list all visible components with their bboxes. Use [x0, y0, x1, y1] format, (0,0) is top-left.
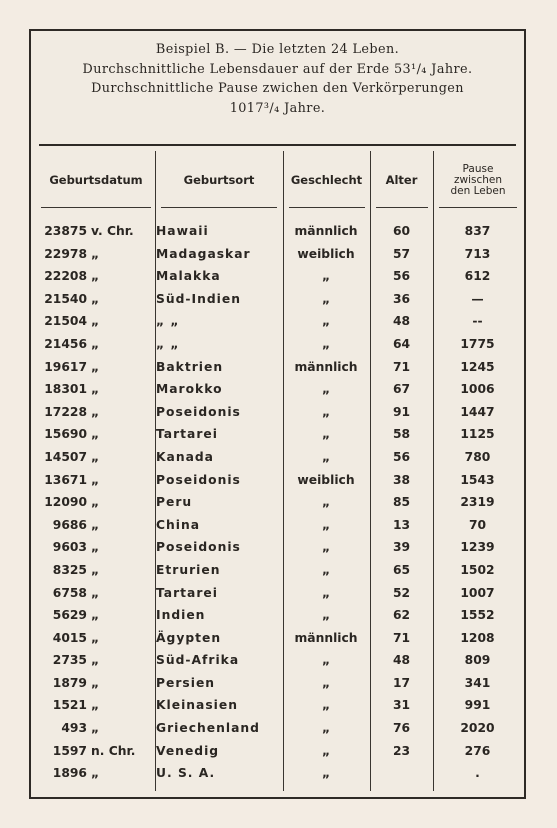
birth-year: 23875: [44, 224, 87, 238]
pause-cell: .: [475, 766, 480, 781]
table-row: [31, 762, 524, 785]
age-cell: 85: [392, 495, 411, 510]
sex-cell: „: [321, 698, 331, 713]
birth-date-cell: [39, 604, 163, 627]
birth-date-cell: [39, 423, 163, 446]
birth-date-cell: [39, 265, 163, 288]
era-marker: „: [91, 472, 100, 487]
table-row: [31, 582, 524, 605]
table-row: [31, 627, 524, 650]
age-cell: 56: [392, 269, 411, 284]
birth-date-cell: [39, 378, 163, 401]
era-marker: „: [91, 314, 100, 329]
age-cell: 67: [392, 382, 411, 397]
table-row: [31, 604, 524, 627]
table-row: [31, 672, 524, 695]
table-row: [31, 559, 524, 582]
sex-cell: männlich: [294, 224, 358, 238]
birth-year: 15690: [44, 427, 87, 442]
pause-cell: 1208: [460, 630, 495, 645]
birth-place-cell: Poseidonis: [156, 404, 241, 419]
age-cell: 91: [392, 404, 411, 419]
birth-year: 1597: [52, 743, 87, 758]
top-rule: [39, 144, 516, 146]
birth-year: 5629: [52, 608, 87, 623]
table-row: [31, 288, 524, 311]
header-rule: [161, 207, 277, 208]
birth-year: 19617: [44, 359, 87, 374]
birth-place-cell: Tartarei: [156, 427, 218, 442]
age-cell: 48: [392, 314, 411, 329]
birth-date-cell: [39, 740, 163, 763]
birth-date-cell: [39, 220, 163, 243]
birth-year: 9603: [52, 540, 87, 555]
table-row: [31, 243, 524, 266]
birth-date-cell: [39, 649, 163, 672]
table-row: [31, 423, 524, 446]
birth-place-cell: Griechenland: [156, 721, 260, 736]
caption-line-2: Durchschnittliche Lebensdauer auf der Erde 53¹/₄ Jahre.: [82, 61, 473, 77]
table-row: [31, 649, 524, 672]
sex-cell: „: [321, 269, 331, 284]
era-marker: „: [91, 449, 100, 464]
pause-cell: 780: [464, 449, 491, 464]
era-marker: „: [91, 675, 100, 690]
header-rule: [289, 207, 365, 208]
sex-cell: „: [321, 336, 331, 351]
birth-place-cell: Tartarei: [156, 585, 218, 600]
header-date: Geburtsdatum: [49, 172, 143, 187]
sex-cell: „: [321, 495, 331, 510]
era-marker: „: [91, 404, 100, 419]
era-marker: „: [91, 540, 100, 555]
age-cell: 23: [392, 743, 411, 758]
birth-date-cell: [39, 491, 163, 514]
header-rule: [376, 207, 428, 208]
sex-cell: „: [321, 404, 331, 419]
birth-date-cell: [39, 559, 163, 582]
age-cell: 58: [392, 427, 411, 442]
age-cell: 38: [392, 472, 411, 487]
birth-place-cell: Ägypten: [156, 630, 222, 645]
birth-place-cell: Peru: [156, 495, 193, 510]
age-cell: 71: [392, 630, 411, 645]
birth-date-cell: [39, 243, 163, 266]
birth-place-cell: China: [156, 517, 201, 532]
birth-date-cell: [39, 288, 163, 311]
birth-year: 18301: [44, 382, 87, 397]
pause-cell: 1245: [460, 359, 495, 374]
age-cell: 62: [392, 608, 411, 623]
pause-cell: 1007: [460, 585, 495, 600]
age-cell: 36: [392, 291, 411, 306]
birth-date-cell: [39, 310, 163, 333]
birth-date-cell: [39, 694, 163, 717]
birth-place-cell: Kleinasien: [156, 698, 238, 713]
era-marker: „: [91, 721, 100, 736]
table-row: [31, 356, 524, 379]
age-cell: 39: [392, 540, 411, 555]
age-cell: 57: [392, 246, 411, 261]
birth-date-cell: [39, 672, 163, 695]
birth-place-cell: Indien: [156, 608, 206, 623]
birth-place-cell: Persien: [156, 675, 216, 690]
pause-cell: 1543: [460, 472, 495, 487]
birth-date-cell: [39, 717, 163, 740]
birth-year: 17228: [44, 404, 87, 419]
birth-place-cell: Etrurien: [156, 562, 221, 577]
era-marker: „: [91, 698, 100, 713]
era-marker: „: [91, 336, 100, 351]
sex-cell: weiblich: [297, 472, 355, 487]
birth-place-cell: Kanada: [156, 449, 214, 464]
era-marker: „: [91, 246, 100, 261]
header-sex: Geschlecht: [290, 172, 363, 187]
era-marker: „: [91, 653, 100, 668]
table-row: [31, 717, 524, 740]
era-marker: „: [91, 517, 100, 532]
sex-cell: „: [321, 540, 331, 555]
birth-place-cell: Süd-Indien: [156, 291, 241, 306]
sex-cell: „: [321, 675, 331, 690]
birth-year: 493: [61, 721, 87, 736]
sex-cell: männlich: [294, 359, 358, 374]
sex-cell: „: [321, 721, 331, 736]
sex-cell: weiblich: [297, 246, 355, 261]
table-row: [31, 401, 524, 424]
sex-cell: „: [321, 562, 331, 577]
pause-cell: 341: [464, 675, 491, 690]
header-pause: [435, 155, 521, 205]
age-cell: 13: [392, 517, 411, 532]
era-marker: v. Chr.: [91, 224, 134, 238]
age-cell: 17: [392, 675, 411, 690]
birth-date-cell: [39, 333, 163, 356]
era-marker: „: [91, 562, 100, 577]
sex-cell: „: [321, 585, 331, 600]
header-pause-line-3: den Leben: [450, 184, 506, 197]
birth-year: 8325: [52, 562, 87, 577]
birth-year: 21504: [44, 314, 87, 329]
pause-cell: 1006: [460, 382, 495, 397]
table-row: [31, 469, 524, 492]
table-row: [31, 514, 524, 537]
pause-cell: 1447: [460, 404, 495, 419]
birth-place-cell: Süd-Afrika: [156, 653, 240, 668]
caption-line-3: Durchschnittliche Pause zwichen den Verkörperungen: [91, 81, 464, 96]
birth-year: 1896: [52, 766, 87, 781]
birth-date-cell: [39, 762, 163, 785]
era-marker: „: [91, 382, 100, 397]
birth-year: 13671: [44, 472, 87, 487]
birth-place-cell: „ „: [156, 336, 180, 351]
era-marker: n. Chr.: [91, 743, 136, 758]
caption-line-4: 1017³/₄ Jahre.: [229, 100, 326, 116]
pause-cell: 612: [464, 269, 491, 284]
birth-year: 14507: [44, 449, 87, 464]
header-rule: [41, 207, 151, 208]
pause-cell: 809: [464, 653, 491, 668]
sex-cell: „: [321, 608, 331, 623]
sex-cell: „: [321, 449, 331, 464]
pause-cell: 991: [464, 698, 491, 713]
pause-cell: 70: [468, 517, 487, 532]
birth-place-cell: Poseidonis: [156, 540, 241, 555]
birth-year: 22208: [44, 269, 87, 284]
sex-cell: „: [321, 653, 331, 668]
table-row: [31, 378, 524, 401]
birth-year: 2735: [52, 653, 87, 668]
table-row: [31, 220, 524, 243]
pause-cell: —: [471, 291, 484, 306]
birth-date-cell: [39, 627, 163, 650]
sex-cell: „: [321, 517, 331, 532]
era-marker: „: [91, 630, 100, 645]
birth-place-cell: Hawaii: [156, 224, 209, 238]
birth-date-cell: [39, 582, 163, 605]
birth-year: 21456: [44, 336, 87, 351]
birth-place-cell: „ „: [156, 314, 180, 329]
era-marker: „: [91, 269, 100, 284]
sex-cell: „: [321, 743, 331, 758]
age-cell: 76: [392, 721, 411, 736]
birth-place-cell: Poseidonis: [156, 472, 241, 487]
pause-cell: 276: [464, 743, 491, 758]
birth-date-cell: [39, 446, 163, 469]
pause-cell: 1552: [460, 608, 495, 623]
table-row: [31, 446, 524, 469]
era-marker: „: [91, 766, 100, 781]
header-age: Alter: [385, 172, 418, 187]
age-cell: 31: [392, 698, 411, 713]
table-row: [31, 491, 524, 514]
birth-place-cell: Madagaskar: [156, 246, 251, 261]
table-row: [31, 536, 524, 559]
birth-year: 9686: [52, 517, 87, 532]
table-frame: [29, 29, 526, 799]
sex-cell: „: [321, 314, 331, 329]
age-cell: 52: [392, 585, 411, 600]
caption-line-1: Beispiel B. — Die letzten 24 Leben.: [155, 42, 400, 57]
birth-place-cell: Marokko: [156, 382, 223, 397]
header-place: Geburtsort: [183, 172, 255, 187]
sex-cell: „: [321, 382, 331, 397]
age-cell: 48: [392, 653, 411, 668]
era-marker: „: [91, 608, 100, 623]
birth-date-cell: [39, 356, 163, 379]
header-pause-line-2: zwischen: [453, 173, 503, 186]
pause-cell: 1502: [460, 562, 495, 577]
table-row: [31, 694, 524, 717]
birth-date-cell: [39, 469, 163, 492]
header-rule: [439, 207, 517, 208]
pause-cell: 2319: [460, 495, 495, 510]
age-cell: 71: [392, 359, 411, 374]
era-marker: „: [91, 291, 100, 306]
sex-cell: „: [321, 766, 331, 781]
birth-place-cell: Venedig: [156, 743, 220, 758]
birth-date-cell: [39, 514, 163, 537]
pause-cell: --: [472, 314, 483, 329]
caption: [31, 40, 524, 118]
birth-year: 6758: [52, 585, 87, 600]
era-marker: „: [91, 585, 100, 600]
birth-year: 1521: [52, 698, 87, 713]
birth-year: 4015: [52, 630, 87, 645]
birth-place-cell: Malakka: [156, 269, 221, 284]
table-row: [31, 333, 524, 356]
pause-cell: 1239: [460, 540, 495, 555]
birth-year: 12090: [44, 495, 87, 510]
pause-cell: 837: [464, 224, 491, 238]
birth-date-cell: [39, 401, 163, 424]
birth-date-cell: [39, 536, 163, 559]
table-row: [31, 740, 524, 763]
pause-cell: 1775: [460, 336, 495, 351]
header-pause-line-1: Pause: [462, 162, 494, 175]
pause-cell: 713: [464, 246, 491, 261]
era-marker: „: [91, 359, 100, 374]
birth-year: 1879: [52, 675, 87, 690]
birth-year: 21540: [44, 291, 87, 306]
birth-year: 22978: [44, 246, 87, 261]
age-cell: 64: [392, 336, 411, 351]
table-row: [31, 310, 524, 333]
table-row: [31, 265, 524, 288]
era-marker: „: [91, 427, 100, 442]
sex-cell: „: [321, 427, 331, 442]
birth-place-cell: U. S. A.: [156, 766, 216, 781]
age-cell: 56: [392, 449, 411, 464]
table-body: [31, 220, 524, 785]
era-marker: „: [91, 495, 100, 510]
birth-place-cell: Baktrien: [156, 359, 224, 374]
age-cell: 60: [392, 224, 411, 238]
sex-cell: „: [321, 291, 331, 306]
pause-cell: 2020: [460, 721, 495, 736]
pause-cell: 1125: [460, 427, 495, 442]
age-cell: 65: [392, 562, 411, 577]
sex-cell: männlich: [294, 630, 358, 645]
